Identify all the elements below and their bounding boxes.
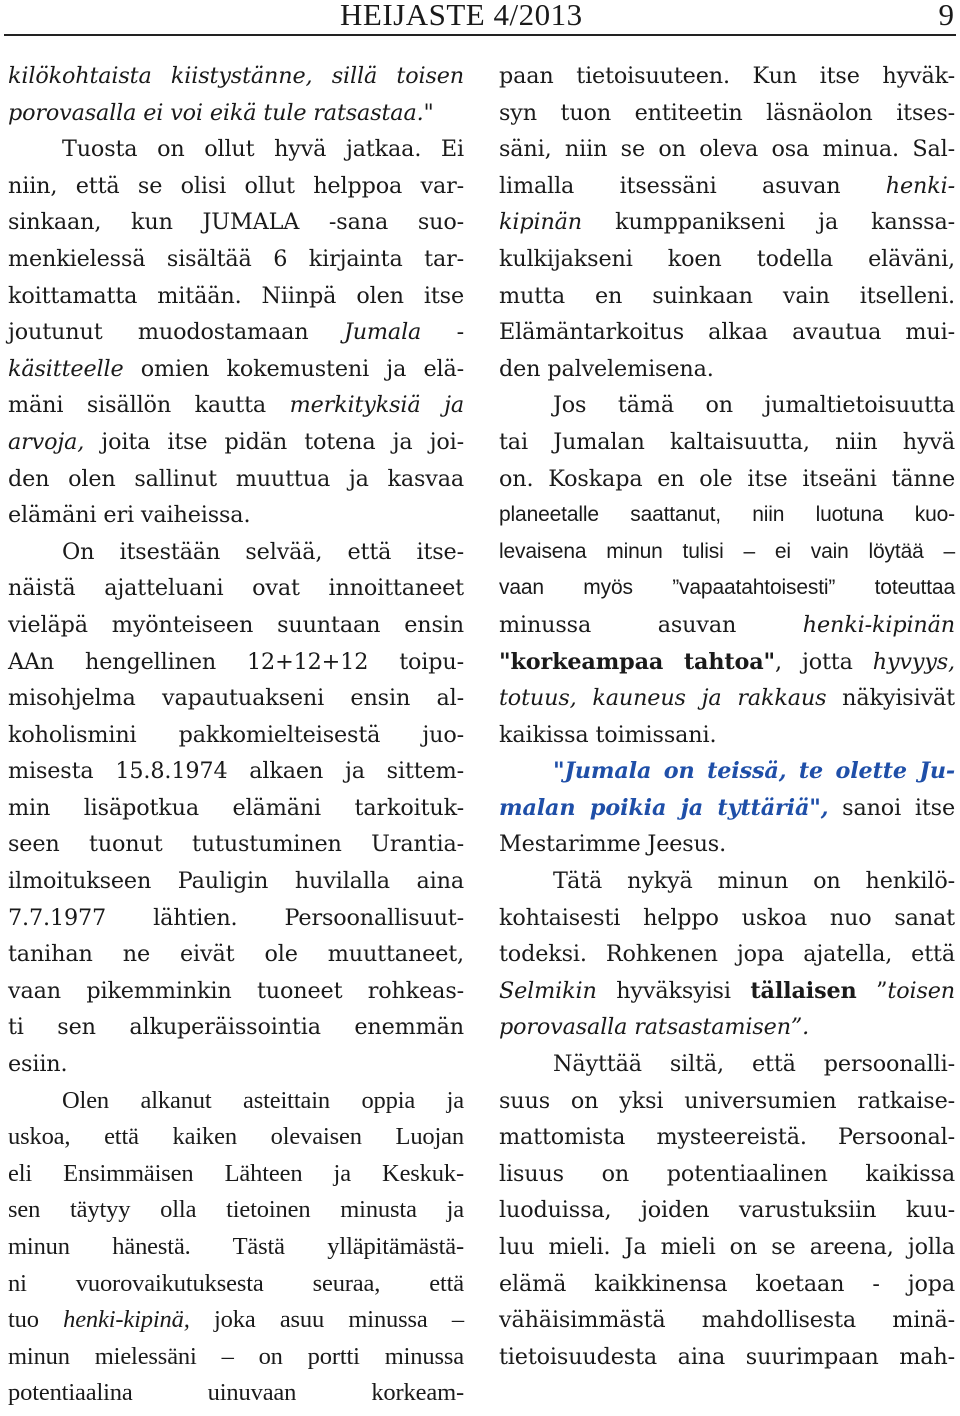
text-line bbox=[8, 314, 464, 351]
text-segment: seen tuonut tutustuminen Urantia- bbox=[8, 831, 464, 858]
text-segment: den palvelemisena. bbox=[499, 355, 714, 382]
text-segment: toisen bbox=[887, 977, 956, 1004]
text-segment: tai Jumalan kaltaisuutta, niin hyvä bbox=[499, 428, 955, 455]
text-segment: Jumala bbox=[343, 319, 422, 346]
text-segment: kilökohtaista kiistystänne, sillä toisen bbox=[8, 63, 464, 89]
text-segment: luoduissa, joiden varustuksiin kuu- bbox=[499, 1197, 955, 1224]
text-line bbox=[8, 644, 464, 681]
text-segment: potentiaalina uinuvaan korkeam- bbox=[8, 1379, 464, 1407]
text-line bbox=[499, 1302, 955, 1339]
text-segment: tällaisen bbox=[750, 977, 857, 1004]
text-line bbox=[499, 900, 955, 937]
text-segment: joita itse pidän totena ja joi- bbox=[84, 428, 464, 455]
text-segment: esiin. bbox=[8, 1051, 68, 1078]
text-line bbox=[499, 1229, 955, 1266]
text-segment: mattomista mysteereistä. Persoonal- bbox=[499, 1124, 955, 1151]
text-segment: "korkeampaa tahtoa" bbox=[499, 648, 776, 675]
text-line bbox=[499, 826, 955, 863]
text-segment: - bbox=[421, 319, 464, 346]
text-line bbox=[8, 1156, 464, 1193]
text-line bbox=[499, 680, 955, 717]
text-segment: koholismini pakkomielteisestä juo- bbox=[8, 721, 464, 748]
text-line bbox=[499, 241, 955, 278]
text-line bbox=[499, 1083, 955, 1120]
text-line bbox=[499, 1192, 955, 1229]
text-line bbox=[8, 241, 464, 278]
text-segment: koittamatta mitään. Niinpä olen itse bbox=[8, 282, 464, 309]
text-line bbox=[499, 461, 955, 498]
text-segment: Mestarimme Jeesus. bbox=[499, 831, 727, 858]
text-segment: , jotta bbox=[775, 648, 873, 675]
text-segment: Selmikin bbox=[499, 977, 597, 1004]
text-segment: den olen sallinut muuttua ja kasvaa bbox=[8, 465, 464, 492]
text-segment: porovasalla ratsastamisen”. bbox=[499, 1014, 810, 1041]
text-segment: ilmoitukseen Pauligin huvilalla aina bbox=[8, 868, 464, 895]
text-segment: elämä kaikkinensa koetaan - jopa bbox=[499, 1270, 955, 1297]
text-segment: luu mieli. Ja mieli on se areena, jolla bbox=[499, 1234, 955, 1260]
text-segment: eli Ensimmäisen Lähteen ja Keskuk- bbox=[8, 1159, 464, 1187]
text-segment: vaan myös ”vapaatahtoisesti” toteuttaa bbox=[499, 576, 955, 600]
text-segment: tietoisuudesta aina suurimpaan mah- bbox=[499, 1343, 955, 1370]
text-segment: "Jumala on teissä, te olette Ju- bbox=[553, 758, 955, 785]
text-segment: elämäni eri vaiheissa. bbox=[8, 502, 251, 529]
text-segment: kulkijakseni koen todella eläväni, bbox=[499, 245, 955, 272]
text-segment: min lisäpotkua elämäni tarkoituk- bbox=[8, 794, 464, 821]
text-segment: joutunut muodostamaan bbox=[8, 319, 344, 346]
text-segment: mutta en suinkaan vain itselleni. bbox=[499, 282, 955, 309]
text-segment: minussa asuvan bbox=[499, 611, 803, 638]
text-segment: levaisena minun tulisi – ei vain löytää – bbox=[499, 539, 955, 563]
text-line bbox=[8, 1266, 464, 1303]
text-segment: tanihan ne eivät ole muuttaneet, bbox=[8, 941, 464, 968]
text-line bbox=[8, 900, 464, 937]
text-segment: sen täytyy olla tietoinen minusta ja bbox=[8, 1196, 464, 1224]
text-segment: vaan pikemminkin tuoneet rohkeas- bbox=[8, 977, 464, 1004]
text-segment: arvoja, bbox=[8, 428, 85, 455]
text-segment: todeksi. Rohkenen jopa ajatella, että bbox=[499, 941, 955, 968]
text-line bbox=[499, 1046, 955, 1083]
header-rule bbox=[4, 34, 956, 36]
text-segment: kohtaisesti helppo uskoa nuo sanat bbox=[499, 904, 955, 931]
text-segment: Jos tämä on jumaltietoisuutta bbox=[553, 392, 955, 419]
text-line bbox=[499, 95, 955, 132]
text-segment: on. Koskapa en ole itse itseäni tänne bbox=[499, 465, 955, 492]
text-segment: porovasalla ei voi eikä tule ratsastaa." bbox=[8, 99, 434, 126]
text-line bbox=[499, 278, 955, 315]
text-segment: merkityksiä ja bbox=[289, 392, 464, 419]
text-segment: uskoa, että kaiken olevaisen Luojan bbox=[8, 1123, 464, 1151]
text-segment: näistä ajatteluani ovat innoittaneet bbox=[8, 575, 464, 602]
text-segment: ti sen alkuperäissointia enemmän bbox=[8, 1014, 464, 1041]
text-segment: Tätä nykyä minun on henkilö- bbox=[553, 868, 955, 895]
text-segment: Tuosta on ollut hyvä jatkaa. Ei bbox=[62, 136, 464, 163]
text-line bbox=[499, 570, 955, 607]
text-line bbox=[8, 461, 464, 498]
text-segment: limalla itsessäni asuvan bbox=[499, 172, 886, 199]
text-line bbox=[8, 717, 464, 754]
text-line bbox=[8, 534, 464, 571]
text-line bbox=[8, 753, 464, 790]
text-line bbox=[8, 1229, 464, 1266]
text-line bbox=[8, 680, 464, 717]
text-line bbox=[499, 607, 955, 644]
text-segment: Elämäntarkoitus alkaa avautua mui- bbox=[499, 319, 955, 346]
text-segment: minun hänestä. Tästä ylläpitämästä- bbox=[8, 1233, 464, 1260]
text-segment: vähäisimmästä mahdollisesta minä- bbox=[499, 1307, 955, 1334]
text-segment: säni, niin se on oleva osa minua. Sal- bbox=[499, 136, 955, 163]
text-segment: hyväksyisi bbox=[596, 977, 751, 1004]
text-segment: niin, että se olisi ollut helppoa var- bbox=[8, 172, 464, 199]
text-segment: misohjelma vapautuakseni ensin al- bbox=[8, 685, 464, 712]
text-segment: hyvyys, bbox=[872, 648, 955, 675]
text-line bbox=[499, 717, 955, 754]
text-line bbox=[8, 58, 464, 95]
text-line bbox=[8, 973, 464, 1010]
text-line bbox=[499, 753, 955, 790]
magazine-title: HEIJASTE 4/2013 bbox=[340, 0, 583, 32]
text-line bbox=[499, 424, 955, 461]
text-segment: misesta 15.8.1974 alkaen ja sittem- bbox=[8, 758, 464, 785]
text-segment: ni vuorovaikutuksesta seuraa, että bbox=[8, 1269, 464, 1297]
text-segment: lisuus on potentiaalinen kaikissa bbox=[499, 1160, 955, 1187]
text-line bbox=[499, 644, 955, 681]
text-line bbox=[499, 58, 955, 95]
text-line bbox=[499, 351, 955, 388]
text-line bbox=[499, 1119, 955, 1156]
text-segment: sanoi itse bbox=[828, 794, 955, 821]
text-line bbox=[499, 1156, 955, 1193]
text-line bbox=[8, 1302, 464, 1339]
text-line bbox=[499, 314, 955, 351]
text-line bbox=[499, 168, 955, 205]
text-line bbox=[499, 534, 955, 571]
text-segment: 7.7.1977 lähtien. Persoonallisuut- bbox=[8, 904, 464, 931]
text-line bbox=[499, 790, 955, 827]
text-segment: vieläpä myönteiseen suuntaan ensin bbox=[8, 611, 464, 638]
text-line bbox=[8, 95, 464, 132]
text-line bbox=[8, 1375, 464, 1412]
text-segment: henki-kipinän bbox=[802, 611, 955, 638]
text-segment: Näyttää siltä, että persoonalli- bbox=[553, 1051, 955, 1078]
text-segment: joka asuu minussa – bbox=[189, 1306, 464, 1334]
text-segment: paan tietoisuuteen. Kun itse hyväk- bbox=[499, 63, 955, 89]
text-line bbox=[499, 1266, 955, 1303]
text-segment: menkielessä sisältää 6 kirjainta tar- bbox=[8, 245, 464, 272]
text-segment: kumppanikseni ja kanssa- bbox=[582, 209, 955, 236]
text-segment: planeetalle saattanut, niin luotuna kuo- bbox=[499, 503, 955, 527]
text-line bbox=[8, 131, 464, 168]
text-line bbox=[8, 1083, 464, 1120]
text-line bbox=[499, 936, 955, 973]
text-segment: sinkaan, kun JUMALA -sana suo- bbox=[8, 209, 464, 236]
text-line bbox=[8, 607, 464, 644]
right-column bbox=[499, 58, 955, 1375]
text-line bbox=[8, 936, 464, 973]
text-line bbox=[499, 1339, 955, 1376]
text-line bbox=[8, 278, 464, 315]
text-segment: kipinän bbox=[499, 209, 583, 236]
text-segment: Olen alkanut asteittain oppia ja bbox=[62, 1086, 464, 1114]
text-segment: syn tuon entiteetin läsnäolon itses- bbox=[499, 99, 955, 126]
text-line bbox=[8, 351, 464, 388]
text-segment: mäni sisällön kautta bbox=[8, 392, 290, 419]
text-line bbox=[8, 387, 464, 424]
text-segment: ” bbox=[856, 977, 888, 1004]
text-line bbox=[499, 1009, 955, 1046]
text-line bbox=[499, 387, 955, 424]
text-segment: kaikissa toimissani. bbox=[499, 721, 717, 748]
text-line bbox=[8, 204, 464, 241]
text-line bbox=[499, 131, 955, 168]
text-line bbox=[8, 826, 464, 863]
text-segment: tuo bbox=[8, 1306, 64, 1334]
text-line bbox=[8, 168, 464, 205]
text-line bbox=[499, 204, 955, 241]
text-segment: AAn hengellinen 12+12+12 toipu- bbox=[8, 648, 464, 675]
text-line bbox=[8, 1119, 464, 1156]
text-segment: malan poikia ja tyttäriä", bbox=[499, 794, 829, 821]
text-segment: omien kokemusteni ja elä- bbox=[123, 355, 464, 382]
text-line bbox=[8, 1009, 464, 1046]
text-line bbox=[499, 863, 955, 900]
text-line bbox=[8, 863, 464, 900]
text-segment: henki-kipinä, bbox=[63, 1306, 190, 1334]
page-number: 9 bbox=[938, 0, 954, 32]
text-segment: suus on yksi universumien ratkaise- bbox=[499, 1087, 955, 1114]
text-line bbox=[8, 1192, 464, 1229]
text-line bbox=[8, 1339, 464, 1376]
text-line bbox=[499, 497, 955, 534]
text-segment: henki- bbox=[885, 172, 955, 199]
text-line bbox=[8, 424, 464, 461]
text-line bbox=[499, 973, 955, 1010]
text-segment: On itsestään selvää, että itse- bbox=[62, 538, 464, 565]
page-header bbox=[0, 0, 960, 36]
text-segment: minun mielessäni – on portti minussa bbox=[8, 1342, 464, 1370]
text-segment: totuus, kauneus ja rakkaus bbox=[499, 685, 827, 712]
text-line bbox=[8, 570, 464, 607]
left-column bbox=[8, 58, 464, 1412]
text-line bbox=[8, 497, 464, 534]
text-line bbox=[8, 790, 464, 827]
text-segment: näkyisivät bbox=[826, 685, 955, 712]
text-segment: käsitteelle bbox=[8, 355, 124, 382]
text-line bbox=[8, 1046, 464, 1083]
